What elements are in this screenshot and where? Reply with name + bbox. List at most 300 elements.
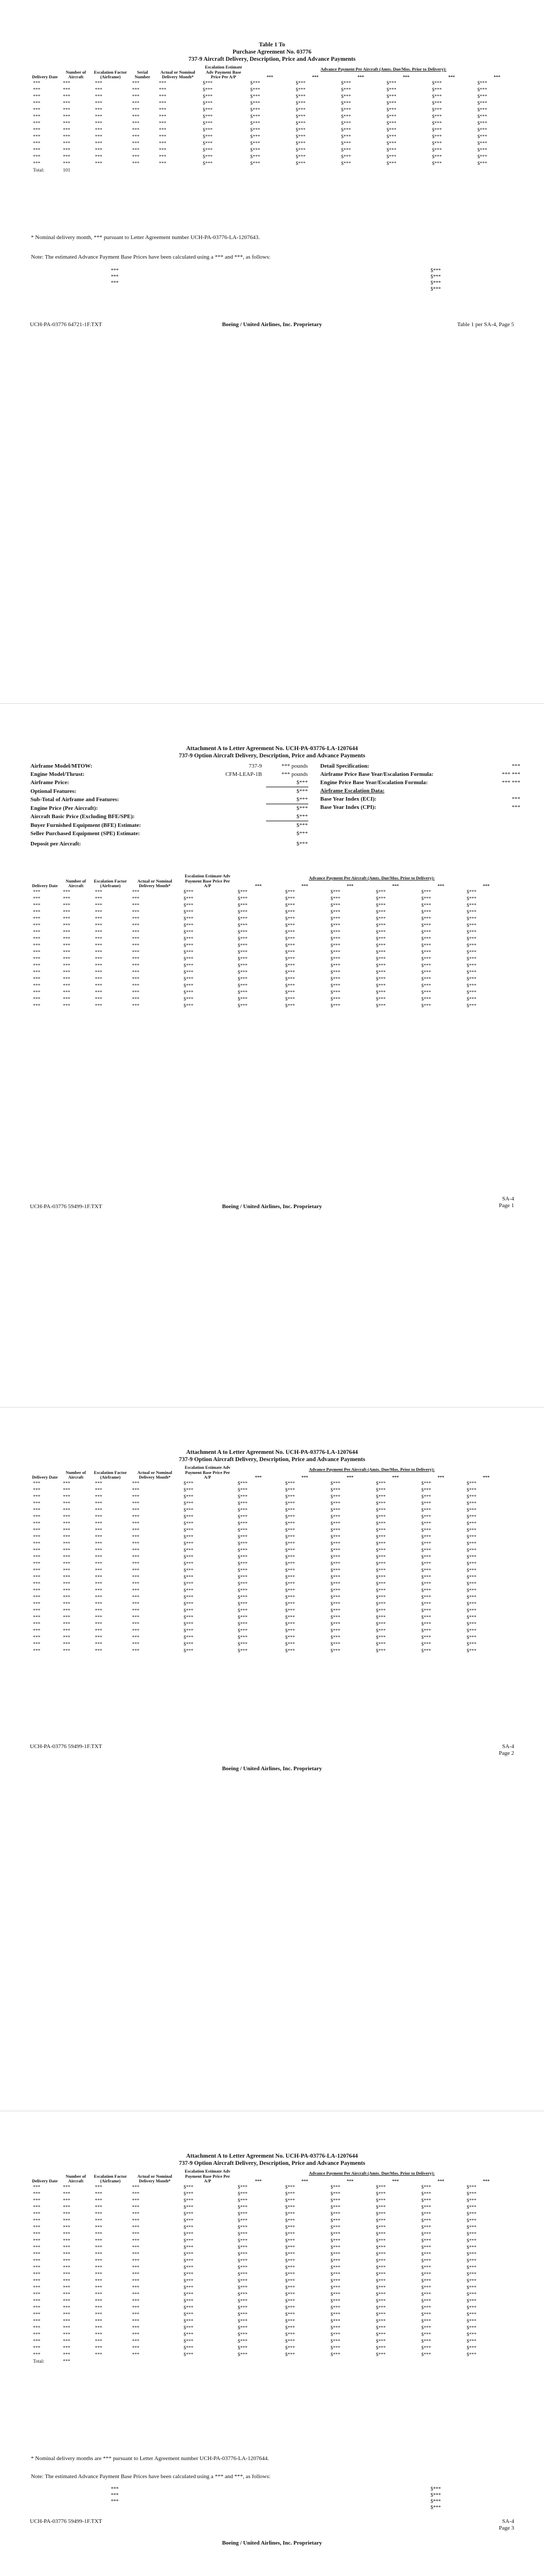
- table-cell: ***: [132, 87, 140, 93]
- table-cell: ***: [63, 2312, 71, 2317]
- table-cell: $***: [238, 1595, 248, 1600]
- advance-column-header: ***: [301, 1475, 308, 1480]
- table-cell: ***: [132, 1568, 140, 1573]
- table-cell: $***: [331, 950, 340, 955]
- table-cell: $***: [376, 2338, 386, 2344]
- table-cell: $***: [376, 1641, 386, 1647]
- table-cell: $***: [376, 903, 386, 908]
- table-cell: $***: [331, 909, 340, 915]
- table-cell: ***: [95, 1481, 103, 1486]
- table-cell: ***: [132, 903, 140, 908]
- table-cell: ***: [33, 2191, 41, 2197]
- table-cell: $***: [285, 2211, 295, 2217]
- table-cell: $***: [250, 100, 260, 106]
- table-cell: $***: [376, 2184, 386, 2190]
- table-cell: $***: [341, 114, 351, 120]
- table-cell: $***: [467, 2245, 476, 2250]
- table-cell: $***: [467, 1621, 476, 1627]
- table-cell: ***: [33, 996, 41, 1002]
- table-cell: $***: [467, 2298, 476, 2304]
- table-cell: $***: [341, 141, 351, 146]
- table-cell: ***: [132, 2231, 140, 2237]
- table-cell: $***: [376, 2211, 386, 2217]
- advance-column-header: ***: [255, 1475, 262, 1480]
- table-cell: ***: [63, 2238, 71, 2244]
- table-cell: ***: [33, 950, 41, 955]
- table-cell: ***: [63, 1534, 71, 1540]
- table-cell: $***: [238, 2298, 248, 2304]
- table-cell: $***: [376, 916, 386, 922]
- description-row: [30, 804, 308, 813]
- table-cell: $***: [331, 936, 340, 942]
- table-cell: $***: [184, 2265, 193, 2270]
- table-cell: ***: [132, 2318, 140, 2324]
- table-cell: $***: [467, 929, 476, 935]
- table-cell: ***: [63, 2285, 71, 2291]
- table-cell: ***: [33, 87, 41, 93]
- table-cell: ***: [33, 1534, 41, 1540]
- table-row: [30, 943, 544, 950]
- table-cell: $***: [421, 950, 431, 955]
- table-row: [30, 94, 520, 100]
- table-cell: ***: [33, 1595, 41, 1600]
- table-cell: $***: [238, 2278, 248, 2284]
- field-label: Deposit per Aircraft:: [30, 841, 81, 847]
- table-cell: ***: [95, 2245, 103, 2250]
- table-cell: ***: [63, 2211, 71, 2217]
- table-cell: $***: [421, 2225, 431, 2230]
- table-cell: ***: [95, 943, 103, 948]
- table-cell: $***: [467, 1494, 476, 1500]
- table-cell: $***: [238, 1561, 248, 1567]
- table-cell: $***: [376, 943, 386, 948]
- table-cell: ***: [132, 2198, 140, 2204]
- table-cell: $***: [285, 909, 295, 915]
- field-label: Engine Price Base Year/Escalation Formula:: [320, 779, 428, 786]
- table-cell: $***: [331, 2265, 340, 2270]
- table-cell: $***: [250, 80, 260, 86]
- table-cell: ***: [33, 2285, 41, 2291]
- table-cell: $***: [285, 2338, 295, 2344]
- table-cell: $***: [238, 1487, 248, 1493]
- title-line: Attachment A to Letter Agreement No. UCH-PA-03776-LA-1207644: [186, 1449, 358, 1455]
- table-row: [30, 896, 544, 903]
- table-cell: ***: [132, 896, 140, 902]
- table-cell: ***: [132, 1641, 140, 1647]
- table-cell: ***: [132, 1501, 140, 1506]
- table-cell: ***: [95, 2352, 103, 2358]
- table-row: [30, 134, 520, 141]
- table-cell: $***: [421, 1574, 431, 1580]
- table-cell: ***: [95, 1521, 103, 1527]
- table-cell: ***: [95, 950, 103, 955]
- table-cell: $***: [467, 956, 476, 962]
- table-cell: ***: [95, 1548, 103, 1553]
- advance-column-header: ***: [392, 1475, 399, 1480]
- table-cell: $***: [238, 2318, 248, 2324]
- table-cell: $***: [331, 923, 340, 928]
- note-key: ***: [111, 2486, 119, 2492]
- table-cell: ***: [132, 2298, 140, 2304]
- table-cell: ***: [132, 2312, 140, 2317]
- footer-page-number: Page 1: [499, 1202, 514, 1209]
- table-cell: $***: [421, 1641, 431, 1647]
- table-cell: $***: [331, 1494, 340, 1500]
- table-cell: ***: [95, 1608, 103, 1614]
- table-cell: $***: [421, 1507, 431, 1513]
- table-cell: $***: [184, 923, 193, 928]
- table-row: [30, 161, 520, 167]
- table-row: [30, 1641, 544, 1648]
- table-cell: $***: [285, 2332, 295, 2337]
- table-cell: $***: [238, 2312, 248, 2317]
- table-cell: $***: [238, 1648, 248, 1654]
- table-cell: $***: [386, 87, 397, 93]
- table-cell: $***: [467, 1615, 476, 1620]
- table-cell: ***: [33, 963, 41, 969]
- table-cell: ***: [132, 154, 140, 160]
- table-cell: ***: [33, 1581, 41, 1587]
- table-cell: $***: [477, 121, 487, 126]
- table-cell: ***: [132, 121, 140, 126]
- table-cell: $***: [250, 127, 260, 133]
- table-cell: ***: [132, 1548, 140, 1553]
- table-cell: $***: [331, 983, 340, 989]
- table-cell: ***: [132, 2292, 140, 2297]
- table-cell: $***: [331, 1595, 340, 1600]
- table-cell: $***: [421, 956, 431, 962]
- table-cell: ***: [132, 1507, 140, 1513]
- table-row: [30, 2345, 544, 2352]
- table-cell: $***: [285, 943, 295, 948]
- table-cell: $***: [238, 970, 248, 975]
- table-cell: $***: [386, 100, 397, 106]
- table-row: [30, 1595, 544, 1601]
- table-cell: ***: [33, 1541, 41, 1547]
- advance-column-header: ***: [483, 1475, 490, 1480]
- advance-column-header: ***: [392, 2178, 399, 2183]
- table-cell: $***: [421, 1003, 431, 1009]
- table-cell: $***: [376, 1548, 386, 1553]
- page-title: [0, 41, 544, 63]
- table-cell: $***: [184, 2292, 193, 2297]
- table-cell: $***: [184, 1501, 193, 1506]
- field-value-a: [202, 838, 266, 850]
- table-cell: ***: [33, 2278, 41, 2284]
- table-cell: ***: [63, 896, 71, 902]
- table-row: [30, 963, 544, 970]
- table-cell: ***: [132, 916, 140, 922]
- table-cell: ***: [95, 154, 103, 160]
- advance-column-header: ***: [392, 883, 399, 888]
- table-cell: ***: [63, 141, 71, 146]
- table-cell: $***: [285, 2298, 295, 2304]
- table-cell: $***: [421, 2352, 431, 2358]
- note-key: ***: [111, 2499, 119, 2504]
- table-cell: ***: [63, 976, 71, 982]
- note: Note: The estimated Advance Payment Base Prices have been calculated using a *** and ***, as follows:: [31, 254, 271, 260]
- table-cell: $***: [238, 2292, 248, 2297]
- table-cell: ***: [33, 936, 41, 942]
- table-cell: ***: [33, 1481, 41, 1486]
- table-cell: $***: [184, 963, 193, 969]
- note-key: ***: [111, 268, 119, 274]
- table-cell: ***: [95, 1487, 103, 1493]
- table-cell: $***: [238, 889, 248, 895]
- table-cell: $***: [331, 1561, 340, 1567]
- table-cell: ***: [63, 970, 71, 975]
- total-row: [30, 2359, 544, 2365]
- table-cell: $***: [376, 2292, 386, 2297]
- table-cell: $***: [238, 1003, 248, 1009]
- table-cell: $***: [285, 2265, 295, 2270]
- note-value: $***: [431, 268, 441, 274]
- table-cell: $***: [421, 2338, 431, 2344]
- table-row: [30, 2184, 544, 2191]
- description-row: [320, 778, 521, 787]
- advance-payment-header: Advance Payment Per Aircraft (Amts. Due/Mos. Prior to Delivery):: [308, 875, 435, 881]
- table-cell: $***: [421, 2298, 431, 2304]
- table-cell: $***: [376, 1494, 386, 1500]
- title-line: Table 1 To: [259, 42, 285, 48]
- table-cell: $***: [184, 1615, 193, 1620]
- table-cell: $***: [238, 1581, 248, 1587]
- table-cell: $***: [376, 996, 386, 1002]
- table-cell: ***: [132, 1528, 140, 1533]
- table-cell: $***: [421, 1635, 431, 1640]
- table-row: [30, 916, 544, 923]
- schedule-table: [30, 65, 520, 174]
- table-cell: ***: [63, 956, 71, 962]
- table-cell: $***: [238, 2251, 248, 2257]
- table-cell: $***: [467, 1581, 476, 1587]
- table-cell: ***: [95, 1003, 103, 1009]
- table-row: [30, 2272, 544, 2278]
- table-cell: ***: [63, 1574, 71, 1580]
- table-cell: $***: [285, 1554, 295, 1560]
- table-cell: ***: [63, 2245, 71, 2250]
- table-cell: $***: [421, 1554, 431, 1560]
- table-cell: $***: [421, 1568, 431, 1573]
- table-cell: ***: [33, 114, 41, 120]
- table-cell: $***: [421, 909, 431, 915]
- table-cell: $***: [295, 134, 306, 140]
- table-cell: $***: [331, 2345, 340, 2351]
- advance-column-header: ***: [437, 883, 444, 888]
- table-cell: $***: [184, 2184, 193, 2190]
- column-header: Actual or Nominal Delivery Month*: [137, 878, 172, 888]
- table-cell: $***: [331, 1608, 340, 1614]
- table-cell: ***: [159, 134, 167, 140]
- table-cell: ***: [95, 1621, 103, 1627]
- table-cell: $***: [285, 916, 295, 922]
- table-cell: ***: [95, 929, 103, 935]
- table-cell: ***: [63, 916, 71, 922]
- table-row: [30, 923, 544, 929]
- table-cell: $***: [421, 976, 431, 982]
- table-cell: $***: [467, 2265, 476, 2270]
- table-cell: $***: [285, 1574, 295, 1580]
- table-cell: $***: [184, 2312, 193, 2317]
- table-cell: ***: [33, 2318, 41, 2324]
- table-cell: ***: [132, 990, 140, 995]
- table-cell: $***: [331, 956, 340, 962]
- table-cell: ***: [63, 1541, 71, 1547]
- table-cell: $***: [376, 2231, 386, 2237]
- table-cell: $***: [184, 990, 193, 995]
- table-cell: $***: [421, 889, 431, 895]
- table-cell: $***: [376, 1601, 386, 1607]
- advance-column-header: ***: [312, 74, 319, 79]
- table-cell: $***: [477, 87, 487, 93]
- table-cell: $***: [238, 1628, 248, 1634]
- description-row: [320, 770, 521, 778]
- table-cell: $***: [285, 2205, 295, 2210]
- table-cell: ***: [132, 2345, 140, 2351]
- aircraft-description-right: [320, 762, 521, 811]
- table-cell: ***: [33, 2218, 41, 2224]
- description-row: [30, 829, 308, 838]
- table-cell: $***: [331, 2312, 340, 2317]
- column-header: Escalation Estimate Adv Payment Base Price Per A/P: [185, 873, 230, 888]
- table-cell: $***: [376, 1487, 386, 1493]
- table-cell: ***: [63, 2184, 71, 2190]
- table-cell: $***: [238, 2184, 248, 2190]
- table-cell: ***: [63, 1608, 71, 1614]
- table-cell: $***: [184, 943, 193, 948]
- table-cell: ***: [33, 2272, 41, 2277]
- advance-column-header: ***: [437, 1475, 444, 1480]
- footnote: * Nominal delivery months are *** pursuant to Letter Agreement number UCH-PA-03776-LA-1207644.: [31, 2455, 269, 2462]
- table-row: [30, 2225, 544, 2231]
- table-row: [30, 127, 520, 134]
- table-cell: ***: [63, 2292, 71, 2297]
- table-cell: $***: [250, 114, 260, 120]
- table-cell: $***: [331, 929, 340, 935]
- table-cell: $***: [432, 87, 442, 93]
- column-header: Escalation Factor (Airframe): [94, 2173, 127, 2183]
- table-cell: ***: [33, 1641, 41, 1647]
- table-cell: ***: [95, 100, 103, 106]
- table-cell: ***: [33, 2325, 41, 2331]
- table-cell: ***: [132, 1621, 140, 1627]
- table-cell: $***: [376, 1528, 386, 1533]
- table-cell: ***: [33, 2211, 41, 2217]
- table-cell: $***: [421, 2245, 431, 2250]
- table-cell: $***: [467, 1528, 476, 1533]
- table-cell: $***: [421, 2292, 431, 2297]
- table-row: [30, 154, 520, 161]
- table-cell: $***: [238, 1494, 248, 1500]
- advance-payment-header: Advance Payment Per Aircraft (Amts. Due/Mos. Prior to Delivery):: [308, 2171, 435, 2176]
- table-cell: $***: [285, 1581, 295, 1587]
- table-cell: $***: [432, 94, 442, 99]
- table-cell: ***: [33, 94, 41, 99]
- advance-payment-header: Advance Payment Per Aircraft (Amts. Due/Mos. Prior to Delivery):: [320, 66, 447, 72]
- table-cell: $***: [477, 114, 487, 120]
- table-cell: ***: [132, 147, 140, 153]
- table-cell: $***: [250, 94, 260, 99]
- table-cell: ***: [95, 2198, 103, 2204]
- note-value: $***: [431, 2493, 441, 2498]
- table-cell: $***: [184, 950, 193, 955]
- table-cell: $***: [467, 909, 476, 915]
- table-cell: $***: [477, 127, 487, 133]
- table-cell: $***: [285, 1528, 295, 1533]
- table-cell: $***: [184, 1595, 193, 1600]
- table-cell: ***: [95, 1528, 103, 1533]
- table-cell: ***: [33, 1648, 41, 1654]
- table-cell: $***: [238, 2325, 248, 2331]
- table-cell: ***: [63, 929, 71, 935]
- table-cell: ***: [63, 114, 71, 120]
- table-row: [30, 2292, 544, 2298]
- table-cell: $***: [331, 2285, 340, 2291]
- table-cell: $***: [467, 1635, 476, 1640]
- table-cell: ***: [33, 1574, 41, 1580]
- table-cell: $***: [376, 1581, 386, 1587]
- table-cell: $***: [238, 963, 248, 969]
- table-row: [30, 1608, 544, 1615]
- table-cell: $***: [238, 909, 248, 915]
- table-cell: $***: [421, 1514, 431, 1520]
- table-cell: ***: [63, 943, 71, 948]
- table-cell: ***: [132, 114, 140, 120]
- table-cell: ***: [95, 161, 103, 166]
- table-cell: $***: [421, 2218, 431, 2224]
- table-cell: ***: [132, 2332, 140, 2337]
- advance-column-header: ***: [483, 883, 490, 888]
- field-label: Sub-Total of Airframe and Features:: [30, 796, 119, 803]
- description-row: [30, 770, 308, 778]
- table-cell: $***: [184, 2231, 193, 2237]
- table-cell: $***: [184, 1574, 193, 1580]
- table-cell: ***: [33, 80, 41, 86]
- column-header: Delivery Date: [32, 2178, 58, 2183]
- page-2: [0, 704, 544, 1407]
- table-cell: ***: [132, 1615, 140, 1620]
- table-cell: $***: [238, 1528, 248, 1533]
- table-cell: $***: [477, 100, 487, 106]
- table-cell: ***: [63, 909, 71, 915]
- table-cell: ***: [95, 2338, 103, 2344]
- table-cell: $***: [467, 2292, 476, 2297]
- table-cell: $***: [421, 2305, 431, 2311]
- table-row: [30, 1554, 544, 1561]
- table-cell: ***: [33, 1554, 41, 1560]
- table-cell: $***: [376, 2191, 386, 2197]
- field-value-b: *** pounds: [281, 771, 308, 777]
- table-cell: $***: [467, 1588, 476, 1594]
- table-cell: $***: [467, 1507, 476, 1513]
- table-cell: ***: [132, 94, 140, 99]
- table-cell: $***: [467, 1521, 476, 1527]
- table-cell: $***: [238, 2345, 248, 2351]
- table-cell: $***: [421, 923, 431, 928]
- field-value-a: 737-9: [249, 763, 262, 769]
- table-cell: $***: [331, 2292, 340, 2297]
- table-cell: $***: [184, 976, 193, 982]
- table-cell: $***: [331, 2191, 340, 2197]
- table-cell: $***: [376, 2238, 386, 2244]
- table-cell: $***: [238, 1574, 248, 1580]
- table-cell: $***: [331, 2338, 340, 2344]
- table-cell: $***: [184, 2325, 193, 2331]
- table-cell: $***: [238, 1568, 248, 1573]
- table-cell: ***: [132, 2285, 140, 2291]
- field-value-b: $***: [296, 805, 308, 811]
- table-cell: $***: [331, 1628, 340, 1634]
